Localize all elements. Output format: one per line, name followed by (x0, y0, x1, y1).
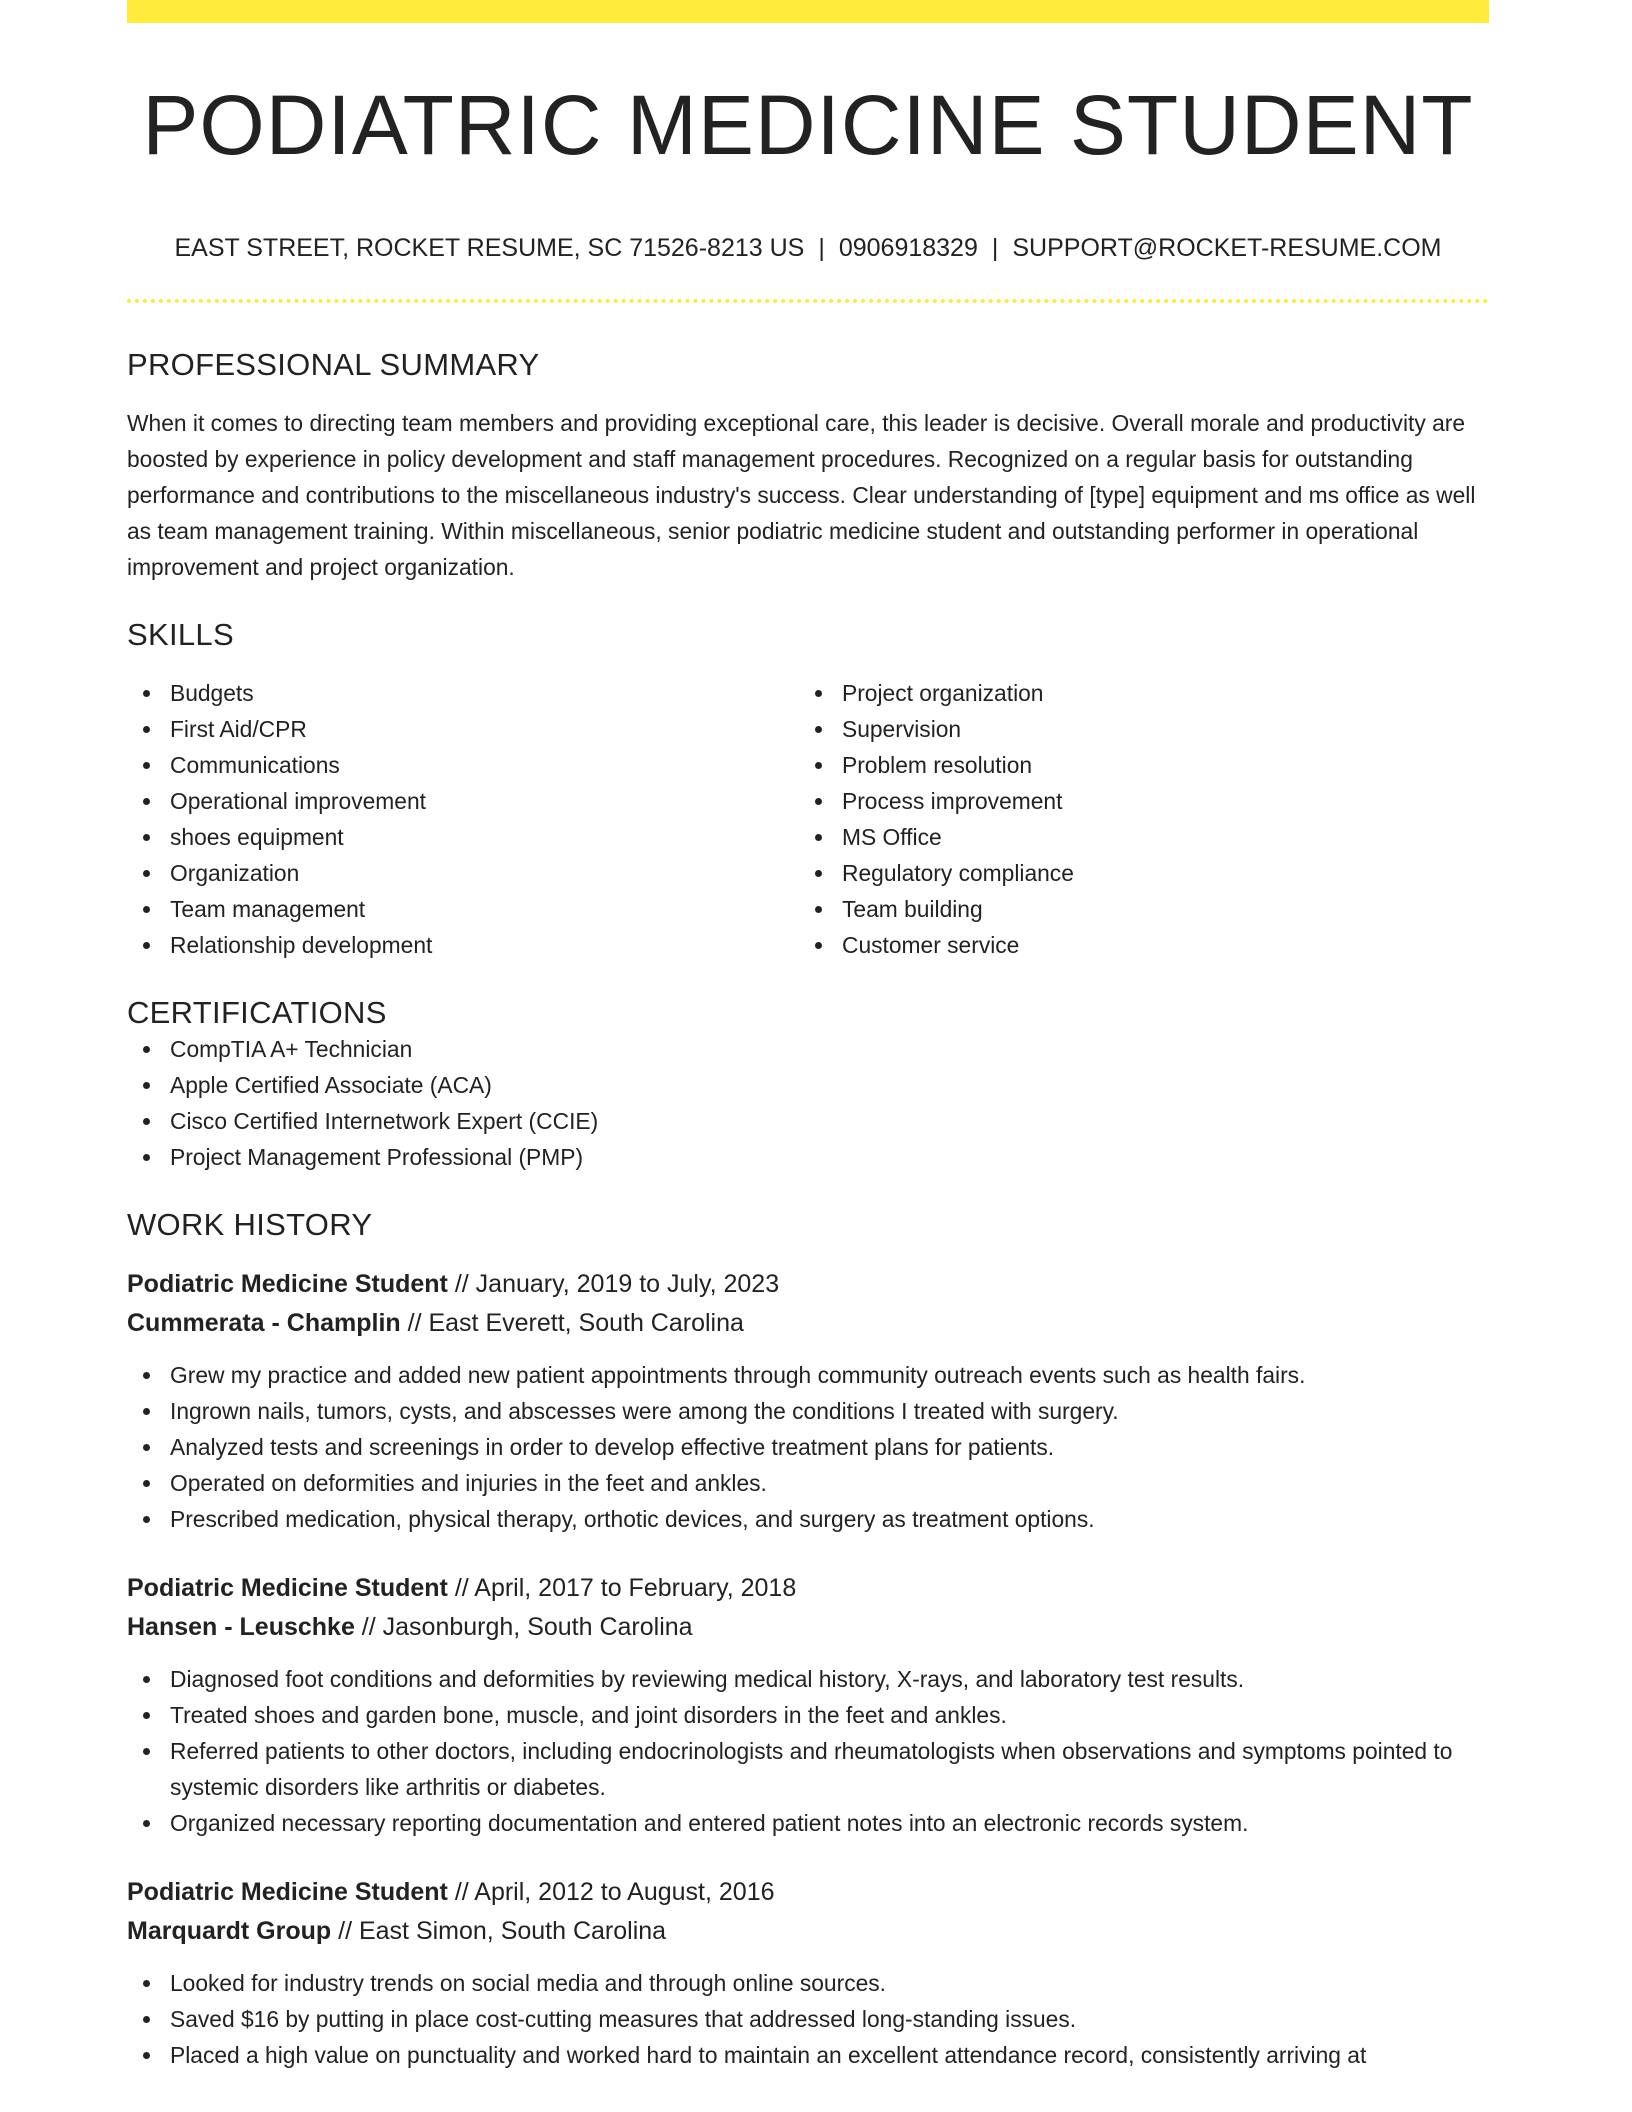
resume-title: PODIATRIC MEDICINE STUDENT (142, 78, 1474, 172)
job-company: Cummerata - Champlin (127, 1309, 401, 1337)
job-duty: Looked for industry trends on social media and through online sources. (127, 1965, 1489, 2001)
skill-item: Project organization (799, 675, 1471, 711)
resume-page (127, 0, 1489, 2073)
section-title-work-history: WORK HISTORY (127, 1207, 373, 1242)
skill-item: Supervision (799, 711, 1471, 747)
job-duty: Operated on deformities and injuries in the feet and ankles. (127, 1465, 1489, 1501)
job-role: Podiatric Medicine Student (127, 1878, 448, 1906)
job-dates: April, 2017 to February, 2018 (474, 1574, 797, 1602)
job-company-line: Hansen - Leuschke // Jasonburgh, South Carolina (127, 1613, 693, 1641)
skill-item: Organization (127, 855, 799, 891)
job-location: East Everett, South Carolina (428, 1309, 744, 1337)
certification-item: Project Management Professional (PMP) (127, 1139, 1489, 1175)
job-role: Podiatric Medicine Student (127, 1270, 448, 1298)
skill-item: Team building (799, 891, 1471, 927)
skills-list-left (127, 675, 799, 963)
job-entry (127, 1569, 1489, 1841)
skill-item: Regulatory compliance (799, 855, 1471, 891)
contact-address: EAST STREET, ROCKET RESUME, SC 71526-8213 US (174, 234, 805, 262)
skill-item: Operational improvement (127, 783, 799, 819)
job-entry (127, 1873, 1489, 2073)
contact-separator: | (991, 234, 999, 262)
certification-item: CompTIA A+ Technician (127, 1031, 1489, 1067)
skill-item: Communications (127, 747, 799, 783)
job-dates: April, 2012 to August, 2016 (474, 1878, 775, 1906)
job-role-line: Podiatric Medicine Student // April, 2017 to February, 2018 (127, 1574, 797, 1602)
skill-item: Process improvement (799, 783, 1471, 819)
job-entry (127, 1265, 1489, 1537)
skill-item: shoes equipment (127, 819, 799, 855)
skill-item: Problem resolution (799, 747, 1471, 783)
skill-item: First Aid/CPR (127, 711, 799, 747)
job-duty: Analyzed tests and screenings in order to develop effective treatment plans for patients. (127, 1429, 1489, 1465)
contact-line (127, 233, 1489, 263)
job-duty: Ingrown nails, tumors, cysts, and abscesses were among the conditions I treated with surgery. (127, 1393, 1489, 1429)
section-title-summary: PROFESSIONAL SUMMARY (127, 347, 540, 382)
job-duties (127, 1661, 1489, 1841)
contact-email: SUPPORT@ROCKET-RESUME.COM (1012, 234, 1442, 262)
job-duties (127, 1965, 1489, 2073)
job-company-line: Marquardt Group // East Simon, South Carolina (127, 1917, 667, 1945)
skills-columns (127, 675, 1489, 963)
job-duty: Grew my practice and added new patient appointments through community outreach events such as health fairs. (127, 1357, 1489, 1393)
job-location: East Simon, South Carolina (358, 1917, 667, 1945)
skills-list-right (799, 675, 1471, 963)
skill-item: Relationship development (127, 927, 799, 963)
accent-bar (127, 0, 1489, 23)
skill-item: Budgets (127, 675, 799, 711)
skill-item: MS Office (799, 819, 1471, 855)
certification-item: Cisco Certified Internetwork Expert (CCIE) (127, 1103, 1489, 1139)
job-duty: Saved $16 by putting in place cost-cutting measures that addressed long-standing issues. (127, 2001, 1489, 2037)
contact-separator: | (818, 234, 825, 262)
job-duty: Diagnosed foot conditions and deformities by reviewing medical history, X-rays, and laboratory test results. (127, 1661, 1489, 1697)
job-company: Marquardt Group (127, 1917, 332, 1945)
job-duty: Placed a high value on punctuality and worked hard to maintain an excellent attendance record, consistently arriving at (127, 2037, 1489, 2073)
summary-text: When it comes to directing team members and providing exceptional care, this leader is decisive. Overall morale and productivity are boosted by experience in policy development and staff management procedures. Recognized on a regular basis for outstanding performance and contributions to the miscellaneous industry's success. Clear understanding of [type] equipment and ms office as well as team management training. Within miscellaneous, senior podiatric medicine student and outstanding performer in operational improvement and project organization. (127, 410, 1476, 580)
section-title-certifications: CERTIFICATIONS (127, 995, 387, 1030)
contact-phone: 0906918329 (838, 234, 978, 262)
job-duty: Prescribed medication, physical therapy, orthotic devices, and surgery as treatment options. (127, 1501, 1489, 1537)
job-company-line: Cummerata - Champlin // East Everett, South Carolina (127, 1309, 744, 1337)
job-duty: Treated shoes and garden bone, muscle, and joint disorders in the feet and ankles. (127, 1697, 1489, 1733)
job-role-line: Podiatric Medicine Student // January, 2019 to July, 2023 (127, 1270, 780, 1298)
skill-item: Customer service (799, 927, 1471, 963)
skill-item: Team management (127, 891, 799, 927)
job-role-line: Podiatric Medicine Student // April, 2012 to August, 2016 (127, 1878, 775, 1906)
job-duty: Organized necessary reporting documentation and entered patient notes into an electronic records system. (127, 1805, 1489, 1841)
dotted-divider (127, 299, 1489, 303)
job-role: Podiatric Medicine Student (127, 1574, 448, 1602)
job-dates: January, 2019 to July, 2023 (475, 1270, 780, 1298)
certification-item: Apple Certified Associate (ACA) (127, 1067, 1489, 1103)
job-location: Jasonburgh, South Carolina (382, 1613, 693, 1641)
job-duty: Referred patients to other doctors, including endocrinologists and rheumatologists when observations and symptoms pointed to systemic disorders like arthritis or diabetes. (127, 1733, 1489, 1805)
job-company: Hansen - Leuschke (127, 1613, 355, 1641)
section-title-skills: SKILLS (127, 617, 234, 652)
certifications-list (127, 1031, 1489, 1175)
job-duties (127, 1357, 1489, 1537)
